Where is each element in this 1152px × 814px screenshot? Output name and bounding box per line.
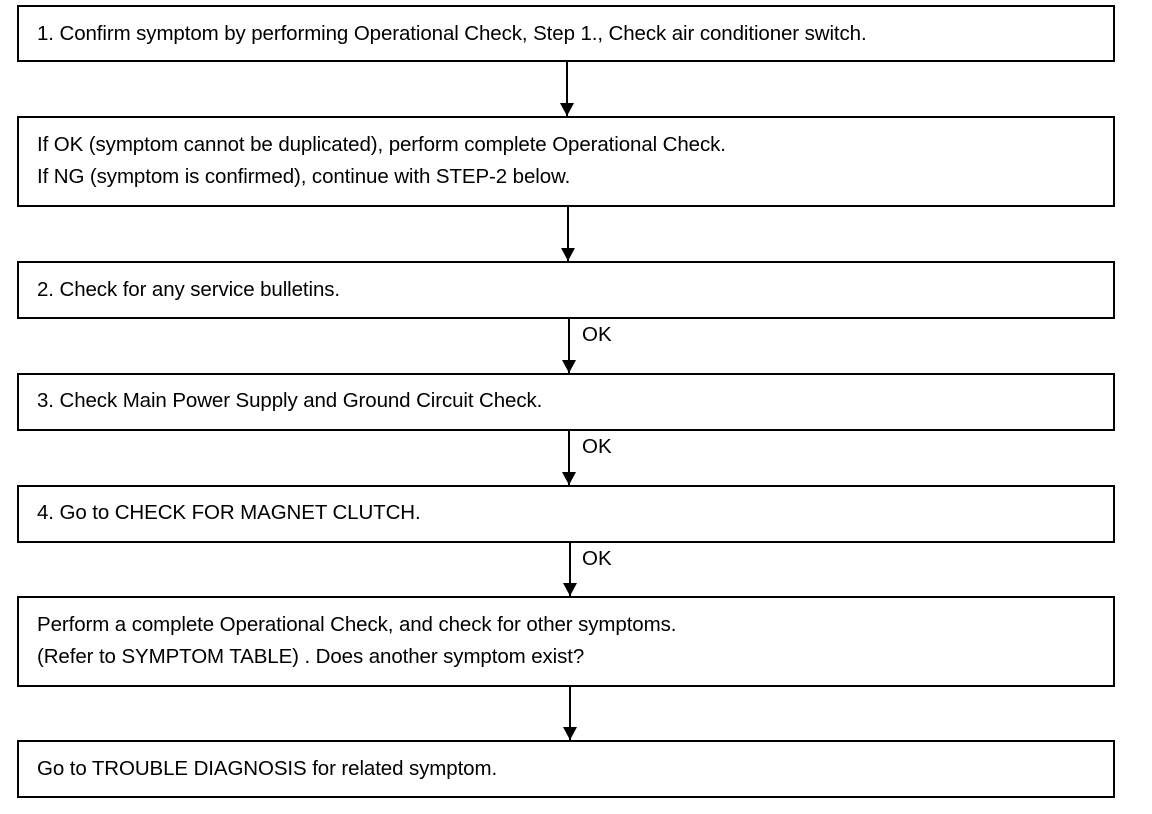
flowchart-trouble-diagnosis-box — [17, 740, 1115, 798]
ok-label-2: OK — [582, 435, 612, 458]
ok-label-3: OK — [582, 547, 612, 570]
step-2-text: 2. Check for any service bulletins. — [37, 278, 340, 301]
flowchart-step-2-box — [17, 261, 1115, 319]
ok-label-1: OK — [582, 323, 612, 346]
flowchart-operational-check-box — [17, 596, 1115, 687]
flow-arrow-1 — [566, 62, 568, 116]
step-1-text: 1. Confirm symptom by performing Operational Check, Step 1., Check air conditioner switch. — [37, 22, 867, 45]
flow-arrow-4 — [568, 431, 570, 485]
if-ok-text: If OK (symptom cannot be duplicated), perform complete Operational Check. — [37, 133, 726, 156]
flowchart-confirm-result-box — [17, 116, 1115, 207]
flowchart-step-3-box — [17, 373, 1115, 431]
trouble-diagnosis-text: Go to TROUBLE DIAGNOSIS for related symptom. — [37, 757, 498, 780]
if-ng-text: If NG (symptom is confirmed), continue with STEP-2 below. — [37, 165, 571, 188]
step-4-text: 4. Go to CHECK FOR MAGNET CLUTCH. — [37, 501, 421, 524]
flow-arrow-5 — [569, 543, 571, 596]
flow-arrow-3 — [568, 319, 570, 373]
flow-arrow-2 — [567, 207, 569, 261]
symptom-table-text: (Refer to SYMPTOM TABLE) . Does another symptom exist? — [37, 645, 585, 668]
flow-arrow-6 — [569, 687, 571, 740]
flowchart-step-4-box — [17, 485, 1115, 543]
flowchart-step-1-box — [17, 5, 1115, 62]
operational-check-text: Perform a complete Operational Check, and check for other symptoms. — [37, 613, 677, 636]
step-3-text: 3. Check Main Power Supply and Ground Circuit Check. — [37, 389, 543, 412]
